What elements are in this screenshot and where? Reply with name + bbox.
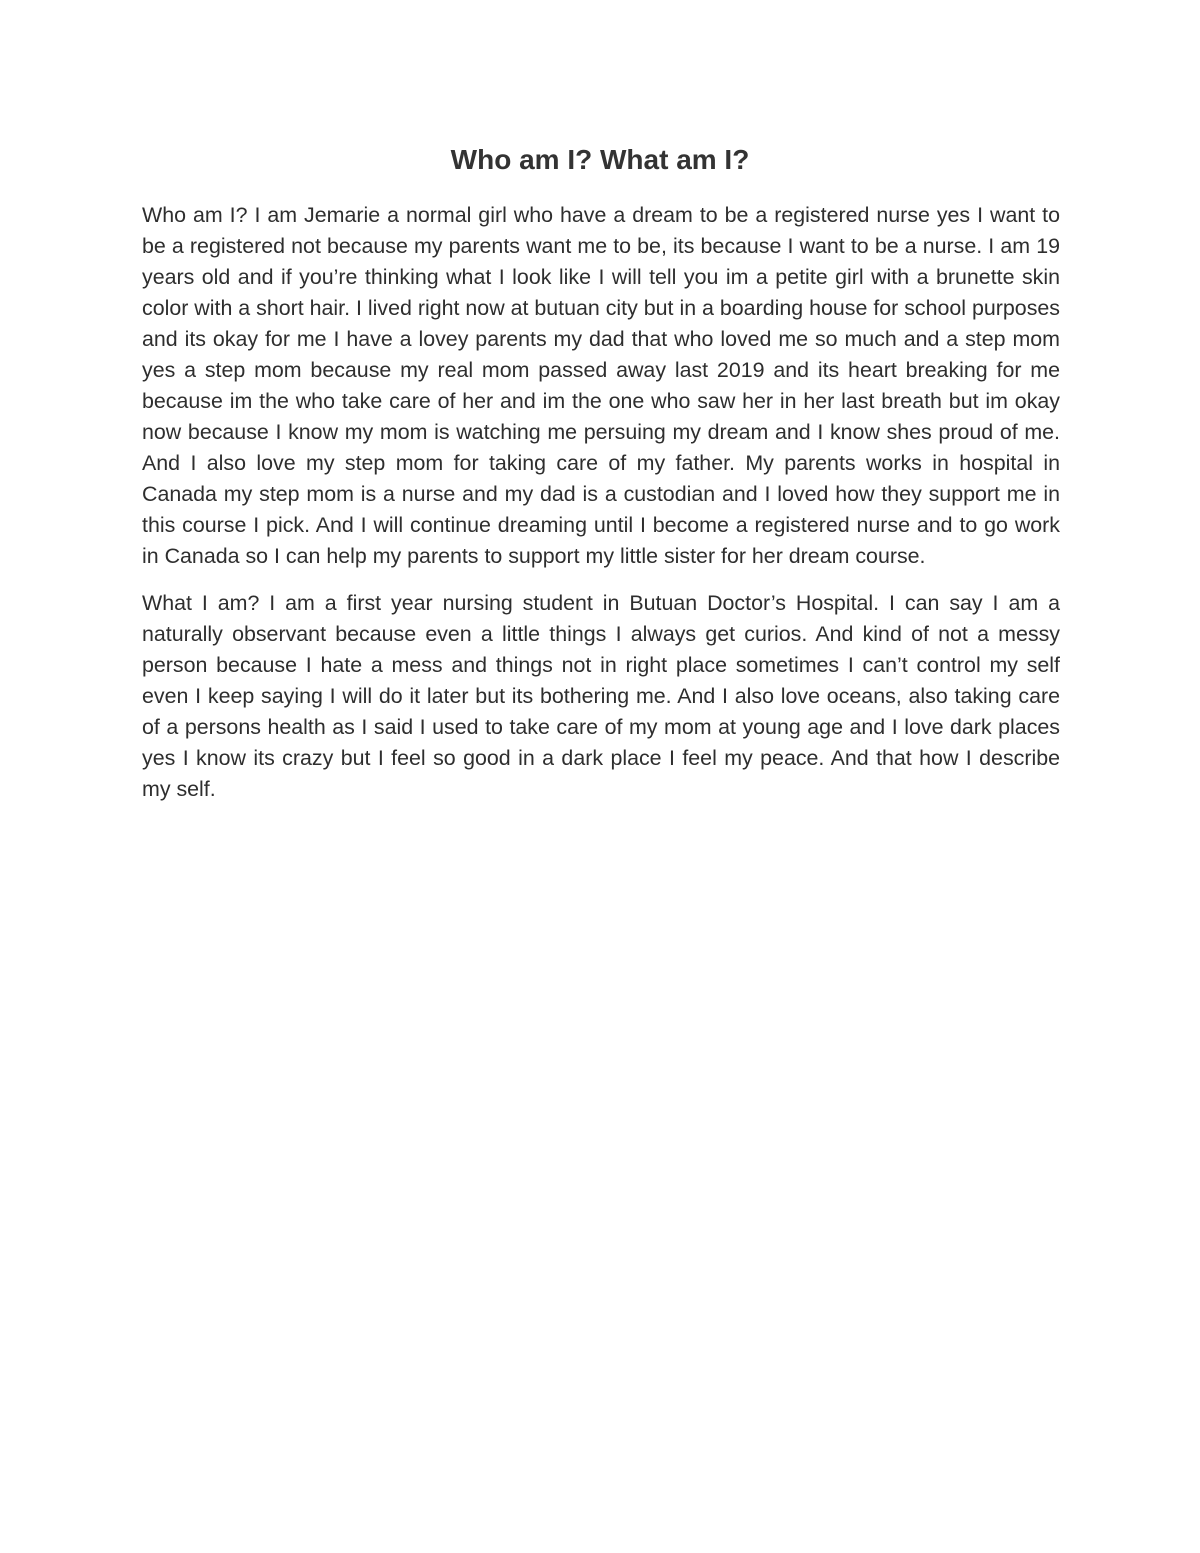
document-body	[142, 200, 1060, 821]
paragraph-who-am-i: Who am I? I am Jemarie a normal girl who have a dream to be a registered nurse yes I want to be a registered not because my parents want me to be, its because I want to be a nurse. I am 19 years old and if you’re thinking what I look like I will tell you im a petite girl with a brunette skin color with a short hair. I lived right now at butuan city but in a boarding house for school purposes and its okay for me I have a lovey parents my dad that who loved me so much and a step mom yes a step mom because my real mom passed away last 2019 and its heart breaking for me because im the who take care of her and im the one who saw her in her last breath but im okay now because I know my mom is watching me persuing my dream and I know shes proud of me. And I also love my step mom for taking care of my father. My parents works in hospital in Canada my step mom is a nurse and my dad is a custodian and I loved how they support me in this course I pick. And I will continue dreaming until I become a registered nurse and to go work in Canada so I can help my parents to support my little sister for her dream course.	[142, 203, 1060, 568]
document-title: Who am I? What am I?	[450, 144, 750, 175]
paragraph-what-am-i: What I am? I am a first year nursing student in Butuan Doctor’s Hospital. I can say I am a naturally observant because even a little things I always get curios. And kind of not a messy person because I hate a mess and things not in right place sometimes I can’t control my self even I keep saying I will do it later but its bothering me. And I also love oceans, also taking care of a persons health as I said I used to take care of my mom at young age and I love dark places yes I know its crazy but I feel so good in a dark place I feel my peace. And that how I describe my self.	[142, 591, 1060, 801]
